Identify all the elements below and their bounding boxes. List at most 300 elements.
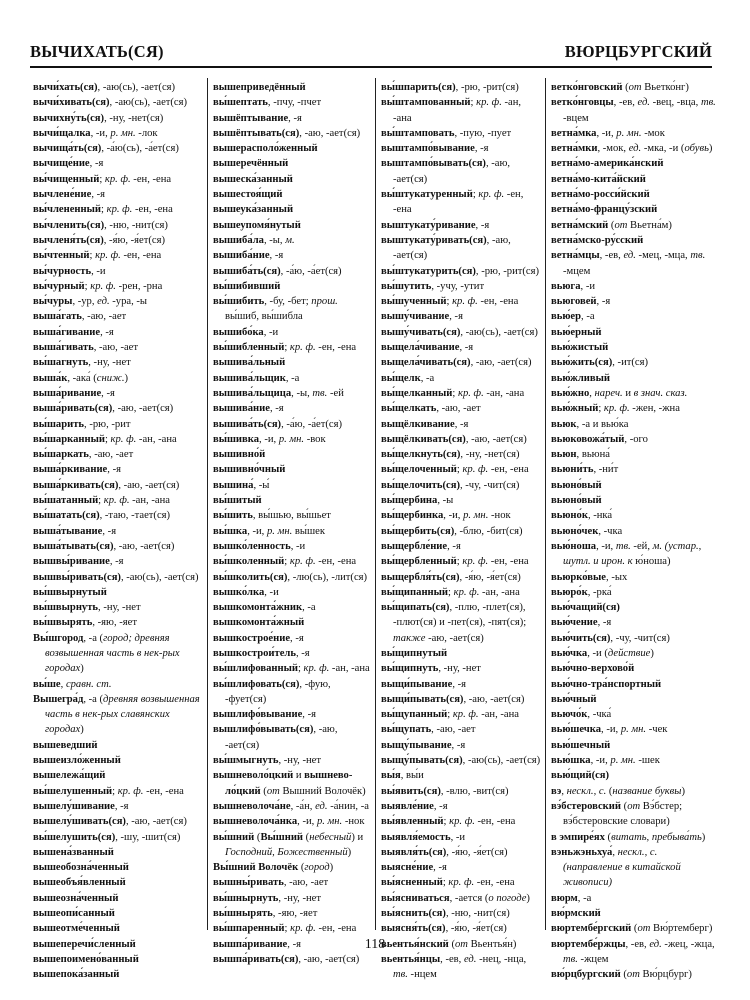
dictionary-entry xyxy=(551,233,716,248)
dictionary-entry xyxy=(381,830,541,845)
entry-grammar: , -я́ю, -я́ет(ся) xyxy=(459,571,521,583)
entry-grammar: -ен, -ена xyxy=(130,173,172,185)
entry-grammar: -ен, -ена xyxy=(477,296,519,308)
entry-grammar: ; xyxy=(297,663,304,675)
dictionary-entry xyxy=(213,952,371,967)
dictionary-entry xyxy=(551,906,716,921)
entry-headword: вы́чурность xyxy=(33,265,92,277)
dictionary-entry xyxy=(33,554,203,569)
entry-grammar: ; xyxy=(470,97,477,109)
dictionary-entry xyxy=(551,921,716,936)
dictionary-entry xyxy=(213,615,371,630)
dictionary-entry xyxy=(551,340,716,355)
entry-headword: вы́шпарить(ся) xyxy=(381,82,456,93)
dictionary-entry xyxy=(33,493,203,508)
entry-grammar: , -и, xyxy=(590,755,611,767)
entry-grammar: -ен, -ена xyxy=(488,556,529,568)
entry-grammar: -ура, -ы xyxy=(109,296,148,308)
dictionary-entry xyxy=(33,738,203,753)
entry-headword: вышестоя́щий xyxy=(213,189,283,201)
entry-label: р. мн. xyxy=(316,816,343,828)
entry-headword: выштампо́вывание xyxy=(381,143,475,155)
entry-grammar: , -аю, -ает xyxy=(93,342,139,354)
entry-headword: вышена́званный xyxy=(33,846,114,858)
dictionary-entry xyxy=(33,814,203,829)
dictionary-entry xyxy=(33,309,203,324)
entry-grammar: , вы́и xyxy=(400,770,424,782)
entry-grammar: , -и xyxy=(91,265,106,277)
entry-grammar: , -ы, xyxy=(291,387,313,399)
entry-headword: вы́ясненный xyxy=(381,877,443,889)
dictionary-entry xyxy=(381,462,541,477)
entry-grammar: -жен, -жна xyxy=(629,403,680,415)
entry-grammar: -ан, -ана xyxy=(483,387,525,399)
entry-headword: вы́шутить xyxy=(381,280,432,292)
entry-headword: вышеотме́ченный xyxy=(33,923,120,935)
dictionary-entry xyxy=(551,692,716,707)
entry-headword: ветна́мо-францу́зский xyxy=(551,204,658,216)
entry-grammar: -рен, -рна xyxy=(115,280,163,292)
entry-grammar: ( xyxy=(298,862,305,874)
dictionary-entry xyxy=(381,294,541,309)
dictionary-entry xyxy=(33,860,203,875)
entry-headword: вью́чно-верхово́й xyxy=(551,663,635,675)
dictionary-entry xyxy=(551,218,716,233)
dictionary-entry xyxy=(551,493,716,508)
entry-headword: вью́ноша xyxy=(551,540,597,552)
entry-headword: вью́чащий(ся) xyxy=(551,602,620,614)
dictionary-entry xyxy=(33,615,203,630)
entry-label: от xyxy=(626,969,640,981)
entry-grammar: , -и xyxy=(450,831,466,843)
dictionary-entry xyxy=(551,187,716,202)
entry-grammar: , -аю, -ает(ся) xyxy=(393,234,511,262)
entry-label: кр. ф. xyxy=(303,663,330,675)
entry-grammar: , -блю, -бит(ся) xyxy=(454,525,523,537)
dictionary-entry xyxy=(213,202,371,217)
entry-headword: вы́щипнутый xyxy=(381,647,448,659)
entry-label: в знач. сказ. xyxy=(633,387,688,399)
dictionary-entry xyxy=(213,111,371,126)
entry-grammar: -ен, -ена xyxy=(315,556,357,568)
dictionary-entry xyxy=(551,753,716,768)
entry-label: кр. ф. xyxy=(104,173,131,185)
entry-grammar: , -я xyxy=(452,678,467,690)
entry-grammar: , -аю, -ает(ся) xyxy=(393,158,511,185)
dictionary-entry xyxy=(381,80,541,95)
entry-headword: вы́щербинка xyxy=(381,510,444,522)
entry-grammar: ; xyxy=(84,280,91,292)
dictionary-entry xyxy=(381,952,541,983)
entry-headword: вы́шний xyxy=(213,831,255,843)
entry-grammar: -чек xyxy=(646,724,668,736)
dictionary-entry xyxy=(33,524,203,539)
entry-grammar: , -я xyxy=(433,800,448,812)
entry-headword: вы́швырнуть xyxy=(33,602,99,614)
entry-grammar: , -а́ю, -а́ет(ся) xyxy=(280,265,342,277)
entry-headword: вью́чение xyxy=(551,617,598,629)
entry-headword: вышеука́занный xyxy=(213,204,294,216)
entry-headword: вышеупомя́нутый xyxy=(213,219,301,231)
entry-grammar: ; xyxy=(448,586,454,598)
dictionary-entry xyxy=(33,371,203,386)
entry-grammar: , -аю, -ает(ся) xyxy=(125,816,187,828)
dictionary-column-4 xyxy=(551,80,716,981)
entry-grammar: , -и xyxy=(290,540,306,552)
entry-grammar: , -я́ю, -я́ет(ся) xyxy=(103,234,166,246)
dictionary-entry xyxy=(33,692,203,738)
entry-grammar: , -и, xyxy=(247,525,267,537)
entry-headword: вышеречённый xyxy=(213,158,289,170)
dictionary-entry xyxy=(381,784,541,799)
entry-grammar: ; xyxy=(284,923,291,935)
entry-headword: вы́шибить xyxy=(213,296,265,308)
dictionary-entry xyxy=(33,462,203,477)
dictionary-entry xyxy=(551,631,716,646)
dictionary-entry xyxy=(33,585,203,600)
entry-grammar: , -и, xyxy=(259,433,279,445)
dictionary-entry xyxy=(33,432,203,447)
entry-headword: выщёлкивать(ся) xyxy=(381,433,466,445)
dictionary-entry xyxy=(33,233,203,248)
dictionary-entry xyxy=(381,417,541,432)
entry-headword: вы́члененный xyxy=(33,204,102,216)
entry-grammar: , -ну, -нет xyxy=(98,602,141,614)
entry-grammar: ( xyxy=(631,923,638,935)
entry-grammar: и xyxy=(622,387,634,399)
entry-grammar: -лок xyxy=(135,127,158,139)
entry-grammar: , -я xyxy=(433,862,447,874)
dictionary-entry xyxy=(33,248,203,263)
entry-grammar: , -нка́ xyxy=(587,510,613,522)
entry-grammar: -ен, -ена xyxy=(315,342,357,354)
entry-grammar: -ен, -ена xyxy=(474,816,516,828)
entry-grammar: , xyxy=(612,846,618,858)
dictionary-entry xyxy=(551,524,716,539)
entry-grammar: ю́ноша) xyxy=(632,556,671,568)
dictionary-entry xyxy=(213,371,371,386)
dictionary-entry xyxy=(33,677,203,692)
entry-grammar: -нец, -нца, xyxy=(476,953,527,965)
entry-grammar: ; xyxy=(452,387,458,399)
entry-headword: вышеска́занный xyxy=(213,173,293,185)
entry-headword: вы́школенный xyxy=(213,556,285,568)
dictionary-entry xyxy=(213,386,371,401)
entry-grammar: ) xyxy=(708,143,713,155)
dictionary-entry xyxy=(551,784,716,799)
entry-headword-variant: вышнево-ло́цкий xyxy=(225,770,353,797)
entry-headword: Вы́шгород xyxy=(33,632,84,644)
dictionary-entry xyxy=(381,126,541,141)
entry-grammar: , -яю, -яет xyxy=(272,908,318,920)
entry-headword: вы́шка xyxy=(213,525,248,537)
entry-headword: вышивно́чный xyxy=(213,464,286,476)
entry-label: ед. xyxy=(637,97,650,109)
entry-grammar: , -ну, -нет xyxy=(278,755,322,767)
entry-label: город xyxy=(304,862,330,874)
entry-grammar: ; xyxy=(112,785,118,797)
entry-grammar: -ан, -ана xyxy=(479,586,520,598)
entry-grammar: ) xyxy=(80,663,84,675)
entry-headword: вьюговей xyxy=(551,296,597,308)
entry-grammar: , -аю, -ает(ся) xyxy=(463,693,525,705)
dictionary-entry xyxy=(381,585,541,600)
entry-headword: вы́шнырять xyxy=(213,908,273,920)
entry-grammar: -ен, -ена xyxy=(132,204,173,216)
dictionary-entry xyxy=(33,799,203,814)
entry-headword: вы́щербина xyxy=(381,495,438,507)
entry-label: р. мн. xyxy=(266,525,293,537)
dictionary-entry xyxy=(551,707,716,722)
entry-headword: выша́ркивать(ся) xyxy=(33,479,119,491)
entry-label: р. мн. xyxy=(463,510,489,522)
entry-grammar: Вьетко́нг) xyxy=(641,82,689,93)
dictionary-entry xyxy=(33,401,203,416)
dictionary-entry xyxy=(213,906,371,921)
entry-label: кр. ф. xyxy=(452,296,478,308)
entry-headword: вышёптывание xyxy=(213,112,289,124)
entry-grammar: , -ур, xyxy=(72,296,98,308)
entry-headword: вы́щелочить(ся) xyxy=(381,479,460,491)
dictionary-entry xyxy=(551,248,716,279)
entry-headword: вышеприведённый xyxy=(213,82,306,93)
dictionary-entry xyxy=(381,768,541,783)
entry-grammar: , -фую, -фует(ся) xyxy=(225,678,331,705)
dictionary-entry xyxy=(213,141,371,156)
dictionary-entry xyxy=(33,753,203,768)
entry-headword: вышу́чивать(ся) xyxy=(381,326,461,338)
entry-grammar: , -чу, -чит(ся) xyxy=(459,479,520,491)
entry-headword: вы́шнырнуть xyxy=(213,892,279,904)
entry-grammar: , -аю(сь), -ает(ся) xyxy=(120,571,199,583)
entry-grammar: ; xyxy=(442,877,449,889)
entry-headword: вьюно́к xyxy=(551,510,588,522)
entry-grammar: , -аю, -ает xyxy=(431,724,476,736)
dictionary-entry xyxy=(213,279,371,294)
entry-label: тв. xyxy=(312,387,328,399)
entry-headword: вышиба́ть(ся) xyxy=(213,265,281,277)
entry-grammar: -ен, -ена xyxy=(474,877,515,889)
dictionary-entry xyxy=(381,875,541,890)
entry-grammar: , -я xyxy=(302,709,316,721)
dictionary-entry xyxy=(551,539,716,570)
dictionary-entry xyxy=(551,462,716,477)
entry-headword: вьюк xyxy=(551,418,577,430)
entry-grammar: -ан, -ана xyxy=(136,433,177,445)
entry-headword: вы́шить xyxy=(213,510,253,522)
entry-grammar: ; xyxy=(456,556,463,568)
dictionary-entry xyxy=(33,570,203,585)
entry-headword: выщёлкивание xyxy=(381,418,455,430)
entry-headword: ветна́мка xyxy=(551,127,597,139)
entry-headword: ветна́мо-кита́йский xyxy=(551,173,646,185)
entry-headword: вышкомонта́жник xyxy=(213,602,303,614)
dictionary-entry xyxy=(213,570,371,585)
entry-grammar: , -аю, -ает(ся) xyxy=(465,433,527,445)
entry-headword: вы́щелканный xyxy=(381,387,453,399)
dictionary-entry xyxy=(551,768,716,783)
dictionary-entry xyxy=(381,814,541,829)
entry-headword: вы́шлифованный xyxy=(213,663,298,675)
entry-grammar: , -я xyxy=(114,800,129,812)
dictionary-entry xyxy=(381,264,541,279)
dictionary-entry xyxy=(381,371,541,386)
entry-label: древняя возвышенная часть в нек-рых славянских городах xyxy=(45,693,200,736)
entry-headword: вышвы́ривание xyxy=(33,556,110,568)
entry-label: р. мн. xyxy=(610,755,636,767)
entry-headword: вы́штамповать xyxy=(381,127,455,139)
entry-grammar: , -шу, -шит(ся) xyxy=(115,831,181,843)
dictionary-entry xyxy=(213,814,371,829)
entry-headword: вычи́щалка xyxy=(33,127,91,139)
entry-grammar: , -ит(ся) xyxy=(612,357,649,369)
entry-grammar: , -я xyxy=(101,387,115,399)
dictionary-column-2 xyxy=(213,80,371,965)
entry-headword: вышу́чивание xyxy=(381,311,450,323)
entry-grammar: , -я xyxy=(295,647,310,659)
dictionary-entry xyxy=(551,600,716,615)
entry-headword: вью́чить(ся) xyxy=(551,632,611,644)
entry-grammar: , -ну, -нет(ся) xyxy=(460,449,520,461)
entry-grammar: , -я xyxy=(107,464,121,476)
entry-grammar: , -я xyxy=(459,342,474,354)
dictionary-entry xyxy=(213,432,371,447)
dictionary-entry xyxy=(213,156,371,171)
entry-headword: выша́тывать(ся) xyxy=(33,540,114,552)
dictionary-entry xyxy=(551,570,716,585)
entry-grammar: , -я́ю, -я́ет(ся) xyxy=(445,923,507,935)
dictionary-entry xyxy=(33,264,203,279)
entry-headword: выявля́емость xyxy=(381,831,451,843)
dictionary-entry xyxy=(213,722,371,753)
entry-grammar: и xyxy=(293,770,305,782)
entry-headword: вы́чтенный xyxy=(33,250,90,262)
entry-grammar: , -я xyxy=(269,403,284,415)
entry-grammar: , -лю(сь), -лит(ся) xyxy=(287,571,368,583)
entry-headword: вьентья́нцы xyxy=(381,953,441,965)
entry-label: Господний, Божественный xyxy=(225,846,348,858)
dictionary-entry xyxy=(33,631,203,677)
entry-grammar: ; xyxy=(98,495,104,507)
entry-grammar: , -рка́ xyxy=(587,586,612,598)
entry-label: кр. ф. xyxy=(603,403,630,415)
dictionary-entry xyxy=(213,325,371,340)
entry-grammar: ( xyxy=(620,969,627,981)
dictionary-entry xyxy=(213,707,371,722)
dictionary-entry xyxy=(213,753,371,768)
entry-grammar: ( xyxy=(608,219,615,231)
dictionary-entry xyxy=(213,233,371,248)
entry-label: кр. ф. xyxy=(453,586,480,598)
entry-headword: вышлифо́вывать(ся) xyxy=(213,724,314,736)
entry-headword: вы́шитый xyxy=(213,495,262,507)
entry-grammar: , -аю, -ает xyxy=(88,449,134,461)
dictionary-entry xyxy=(33,906,203,921)
entry-headword: вышневоло́цкий xyxy=(213,770,294,782)
entry-grammar: , -я xyxy=(454,418,469,430)
entry-headword: вы́шагнуть xyxy=(33,357,89,369)
entry-grammar: , -плю, -плет(ся), -плют(ся) и -пет(ся), -пят(ся); xyxy=(393,602,527,629)
entry-headword: вышко́лка xyxy=(213,586,265,598)
entry-label: кр. ф. xyxy=(90,280,116,292)
dictionary-entry xyxy=(213,860,371,875)
entry-label: от xyxy=(628,82,642,93)
dictionary-entry xyxy=(33,95,203,110)
dictionary-entry xyxy=(213,417,371,432)
entry-grammar: ; xyxy=(99,173,105,185)
entry-grammar: , -ню, -нит(ся) xyxy=(104,219,168,231)
entry-headword: вы́ше xyxy=(33,678,61,690)
entry-headword: выявле́ние xyxy=(381,800,434,812)
dictionary-entry xyxy=(213,524,371,539)
dictionary-entry xyxy=(213,830,371,861)
dictionary-entry xyxy=(381,279,541,294)
entry-label: кр. ф. xyxy=(458,387,484,399)
entry-label: от xyxy=(266,785,280,797)
dictionary-entry xyxy=(551,845,716,891)
entry-grammar: -мка, -и ( xyxy=(641,143,685,155)
entry-headword: вышпа́ривание xyxy=(213,938,288,950)
entry-grammar: ; xyxy=(598,403,604,415)
entry-headword: вышеведший xyxy=(33,739,98,751)
entry-grammar: , -я xyxy=(269,250,284,262)
entry-headword: вы́штукатурить(ся) xyxy=(381,265,476,277)
entry-grammar: -нок xyxy=(488,510,511,522)
entry-grammar: -ей, xyxy=(630,540,653,552)
dictionary-entry xyxy=(551,294,716,309)
entry-grammar: ; xyxy=(104,433,111,445)
entry-headword: вьюно́чек xyxy=(551,525,599,537)
dictionary-entry xyxy=(551,585,716,600)
entry-grammar: , -влю, -вит(ся) xyxy=(440,785,509,797)
entry-label: город; древняя возвышенная часть в нек-рых городах xyxy=(45,632,180,675)
dictionary-entry xyxy=(33,172,203,187)
entry-headword: вы́щелкнуть(ся) xyxy=(381,449,461,461)
entry-label: р. мн. xyxy=(278,433,305,445)
entry-label: ед. xyxy=(628,143,642,155)
entry-grammar: , -я xyxy=(474,143,489,155)
entry-headword: выщела́чивать(ся) xyxy=(381,357,471,369)
entry-grammar: ; xyxy=(443,816,450,828)
entry-label: от xyxy=(614,219,628,231)
entry-headword: вью́жно xyxy=(551,387,590,399)
dictionary-entry xyxy=(33,967,203,982)
entry-headword: вышива́ть(ся) xyxy=(213,418,282,430)
entry-headword: вэньжэньхуа́ xyxy=(551,846,613,858)
entry-grammar: , -пую, -пует xyxy=(454,127,512,139)
dictionary-entry xyxy=(213,631,371,646)
entry-grammar: , -ы xyxy=(437,495,454,507)
entry-headword: вышкострое́ние xyxy=(213,632,291,644)
entry-headword: вю́рцбургский xyxy=(551,969,621,981)
entry-label: кр. ф. xyxy=(448,877,475,889)
entry-grammar: , -а xyxy=(581,311,595,323)
entry-grammar: , -учу, -утит xyxy=(431,280,485,292)
entry-headword: вы́я xyxy=(381,770,401,782)
dictionary-entry xyxy=(381,432,541,447)
entry-headword: вью́чка xyxy=(551,647,588,659)
entry-grammar: Вышний Волочёк) xyxy=(279,785,366,797)
entry-headword: вышкомонта́жный xyxy=(213,617,305,629)
entry-label: нареч. xyxy=(594,387,623,399)
entry-headword: вышележа́щий xyxy=(33,770,106,782)
entry-grammar: , -и xyxy=(580,280,596,292)
entry-grammar: , -ого xyxy=(624,433,648,445)
entry-grammar: , -и, xyxy=(596,127,617,139)
entry-label: витать, пребыва́ть xyxy=(611,831,702,843)
entry-headword: выша́тывание xyxy=(33,525,103,537)
entry-headword: выштампо́вывать(ся) xyxy=(381,158,486,170)
